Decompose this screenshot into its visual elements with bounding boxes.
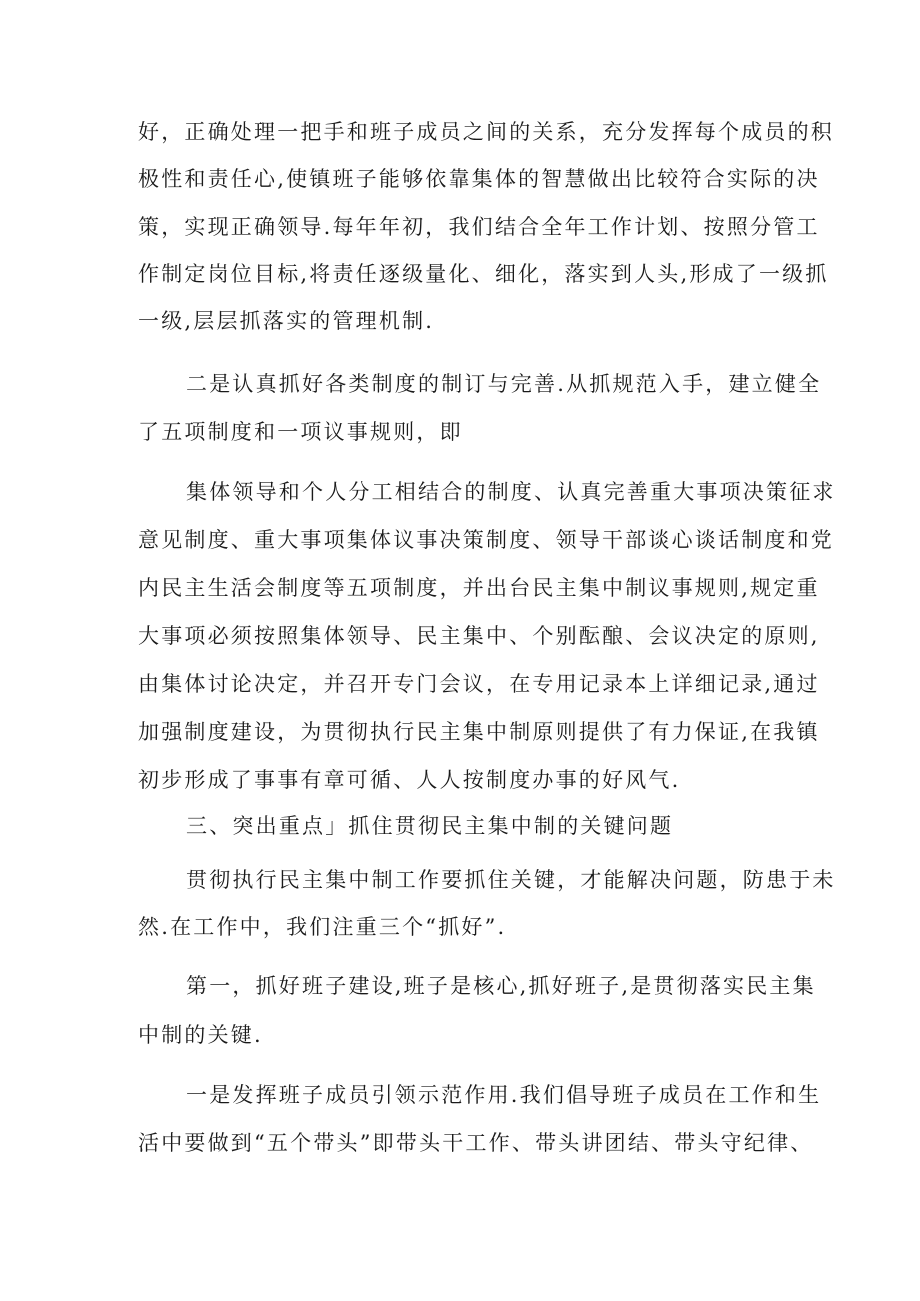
text-line: 初步形成了事事有章可循、人人按制度办事的好风气. bbox=[138, 768, 681, 792]
text-line: 由集体讨论决定，并召开专门会议，在专用记录本上详细记录,通过 bbox=[138, 672, 820, 696]
text-line: 好，正确处理一把手和班子成员之间的关系，充分发挥每个成员的积 bbox=[138, 120, 834, 144]
text-line: 了五项制度和一项议事规则，即 bbox=[138, 420, 463, 444]
text-line: 意见制度、重大事项集体议事决策制度、领导干部谈心谈话制度和党 bbox=[138, 528, 834, 552]
text-line: 中制的关键. bbox=[138, 1023, 263, 1047]
section-heading: 三、突出重点」抓住贯彻民主集中制的关键问题 bbox=[186, 814, 674, 838]
text-line: 第一，抓好班子建设,班子是核心,抓好班子,是贯彻落实民主集 bbox=[186, 974, 816, 998]
text-line: 作制定岗位目标,将责任逐级量化、细化，落实到人头,形成了一级抓 bbox=[138, 262, 829, 286]
text-line: 然.在工作中，我们注重三个“抓好”. bbox=[138, 915, 507, 939]
text-line: 策，实现正确领导.每年年初，我们结合全年工作计划、按照分管工 bbox=[138, 215, 820, 239]
text-line: 加强制度建设，为贯彻执行民主集中制原则提供了有力保证,在我镇 bbox=[138, 720, 820, 744]
text-line: 活中要做到“五个带头”即带头干工作、带头讲团结、带头守纪律、 bbox=[138, 1131, 814, 1155]
text-line: 一是发挥班子成员引领示范作用.我们倡导班子成员在工作和生 bbox=[186, 1083, 822, 1107]
text-line: 二是认真抓好各类制度的制订与完善.从抓规范入手，建立健全 bbox=[186, 372, 822, 396]
text-line: 极性和责任心,使镇班子能够依靠集体的智慧做出比较符合实际的决 bbox=[138, 167, 820, 191]
text-line: 贯彻执行民主集中制工作要抓住关键，才能解决问题，防患于未 bbox=[186, 868, 836, 892]
text-line: 一级,层层抓落实的管理机制. bbox=[138, 309, 435, 333]
text-line: 大事项必须按照集体领导、民主集中、个别酝酿、会议决定的原则, bbox=[138, 624, 820, 648]
text-line: 集体领导和个人分工相结合的制度、认真完善重大事项决策征求 bbox=[186, 480, 836, 504]
text-line: 内民主生活会制度等五项制度，并出台民主集中制议事规则,规定重 bbox=[138, 576, 820, 600]
